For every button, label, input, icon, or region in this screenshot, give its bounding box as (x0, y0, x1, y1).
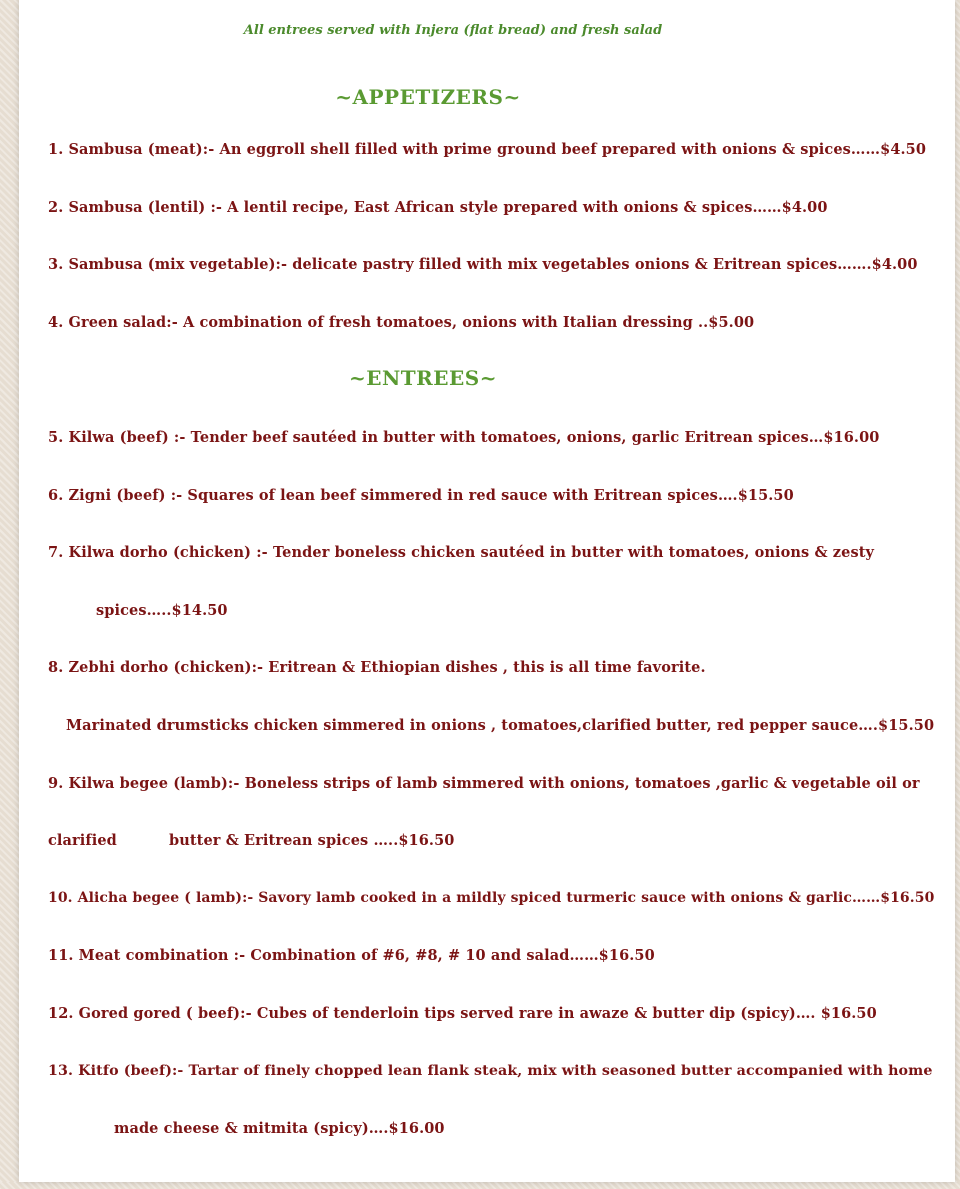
menu-item-zigni-beef: 6. Zigni (beef) :- Squares of lean beef simmered in red sauce with Eritrean spices….$15.50 (48, 487, 794, 504)
serving-note: All entrees served with Injera (flat bread) and fresh salad (243, 23, 663, 38)
menu-item-kilwa-dorho-continued: spices…..$14.50 (96, 602, 228, 619)
menu-item-kilwa-beef: 5. Kilwa (beef) :- Tender beef sautéed in butter with tomatoes, onions, garlic Eritrean spices…$16.00 (48, 429, 880, 446)
menu-item-alicha-begee: 10. Alicha begee ( lamb):- Savory lamb cooked in a mildly spiced turmeric sauce with onions & garlic……$16.50 (48, 890, 935, 906)
menu-item-kilwa-begee-continued-a: clarified (48, 832, 117, 849)
menu-page (19, 0, 955, 1182)
menu-item-kilwa-begee-continued-b: butter & Eritrean spices …..$16.50 (169, 832, 455, 849)
entrees-heading: ~ENTREES~ (349, 366, 497, 390)
menu-item-meat-combination: 11. Meat combination :- Combination of #6, #8, # 10 and salad……$16.50 (48, 947, 655, 964)
menu-item-sambusa-lentil: 2. Sambusa (lentil) :- A lentil recipe, East African style prepared with onions & spices……$4.00 (48, 199, 828, 216)
menu-item-kitfo: 13. Kitfo (beef):- Tartar of finely chopped lean flank steak, mix with seasoned butter accompanied with home (48, 1063, 933, 1079)
menu-item-sambusa-vegetable: 3. Sambusa (mix vegetable):- delicate pastry filled with mix vegetables onions & Eritrean spices…….$4.00 (48, 256, 918, 273)
menu-item-green-salad: 4. Green salad:- A combination of fresh tomatoes, onions with Italian dressing ..$5.00 (48, 314, 755, 331)
menu-item-cut-off (48, 1172, 53, 1189)
menu-item-zebhi-dorho: 8. Zebhi dorho (chicken):- Eritrean & Ethiopian dishes , this is all time favorite. (48, 659, 706, 676)
menu-item-kitfo-continued: made cheese & mitmita (spicy)….$16.00 (114, 1120, 445, 1137)
menu-item-zebhi-dorho-continued: Marinated drumsticks chicken simmered in onions , tomatoes,clarified butter, red pepper sauce….$15.50 (66, 717, 935, 734)
menu-item-kilwa-begee: 9. Kilwa begee (lamb):- Boneless strips of lamb simmered with onions, tomatoes ,garlic & vegetable oil or (48, 775, 920, 792)
menu-item-sambusa-meat: 1. Sambusa (meat):- An eggroll shell filled with prime ground beef prepared with onions & spices……$4.50 (48, 141, 927, 158)
menu-item-gored-gored: 12. Gored gored ( beef):- Cubes of tenderloin tips served rare in awaze & butter dip (spicy)…. $16.50 (48, 1005, 877, 1022)
appetizers-heading: ~APPETIZERS~ (335, 85, 521, 109)
menu-item-kilwa-dorho: 7. Kilwa dorho (chicken) :- Tender boneless chicken sautéed in butter with tomatoes, onions & zesty (48, 544, 875, 561)
